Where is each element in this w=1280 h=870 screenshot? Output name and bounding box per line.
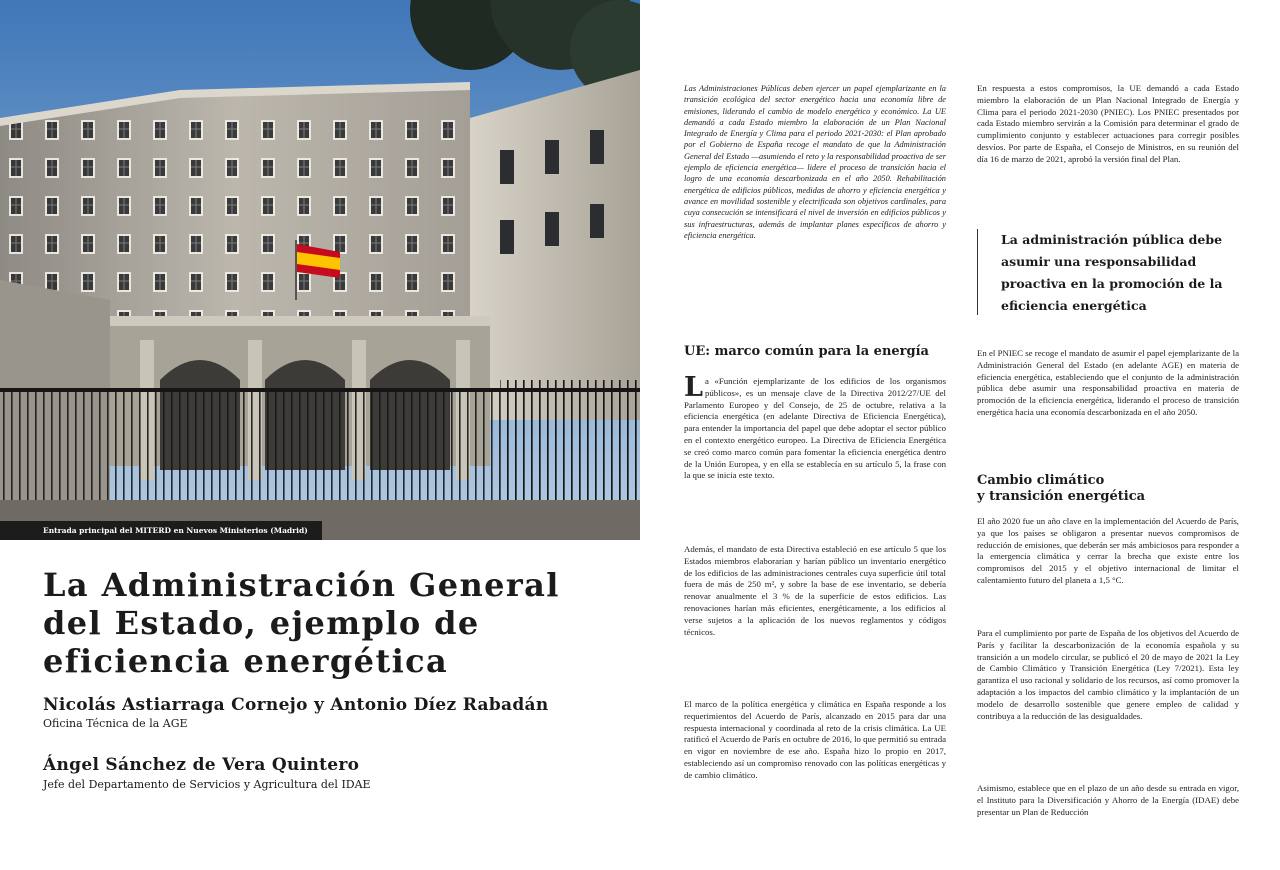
author-affiliation: Jefe del Departamento de Servicios y Agricultura del IDAE	[43, 778, 371, 791]
intro-paragraph: Las Administraciones Públicas deben ejercer un papel ejemplarizante en la transición ecológica del sector energético hacia una economía libre de emisiones, liderando el cambio de modelo energético y económico. La UE demandó a cada Estado miembro la elaboración de un Plan Nacional Integrado de Energía y Clima para el periodo 2021-2030: el Plan aprobado por el Gobierno de España recoge el mandato de que la Administración General del Estado —asumiendo el reto y la responsabilidad proactiva de ser ejemplo de eficiencia energética— lidere el proceso de transición hacia el logro de una economía descarbonizada en el año 2050. Rehabilitación energética de edificios públicos, medidas de ahorro y eficiencia energética y avance en movilidad sostenible y electrificada son objetivos cardinales, para cuya consecución se intensificará el nivel de inversión en edificios públicos y sus infraestructuras, además de implantar planes específicos de ahorro y eficiencia energética.	[684, 84, 946, 240]
body-paragraph: Para el cumplimiento por parte de España de los objetivos del Acuerdo de París y facilitar la descarbonización de la economía española y su transición a un modelo circular, se publicó el 20 de mayo de 2021 la Ley de Cambio Climático y Transición Energética (Ley 7/2021). Esta ley garantiza el uso racional y solidario de los recursos, así como promover la adaptación a los impactos del cambio climático y la implantación de un modelo de desarrollo sostenible que genere empleo de calidad y contribuya a la reducción de las desigualdades.	[977, 628, 1239, 721]
author-affiliation: Oficina Técnica de la AGE	[43, 717, 188, 730]
section-heading-line: Cambio climático	[977, 473, 1105, 488]
building-illustration	[0, 0, 640, 540]
body-paragraph	[684, 372, 946, 482]
section-heading-line: y transición energética	[977, 489, 1146, 504]
author-name: Nicolás Astiarraga Cornejo y Antonio Díez Rabadán	[43, 695, 549, 715]
author-name: Ángel Sánchez de Vera Quintero	[43, 755, 360, 775]
drop-cap: L	[684, 372, 703, 403]
article-title: La Administración General del Estado, ejemplo de eficiencia energética	[43, 566, 560, 680]
pull-quote: La administración pública debe asumir una responsabilidad proactiva en la promoción de la eficiencia energética	[977, 229, 1239, 315]
body-paragraph: En respuesta a estos compromisos, la UE demandó a cada Estado miembro la elaboración de un Plan Nacional Integrado de Energía y Clima para el periodo 2021-2030 (PNIEC). Los PNIEC presentados por cada Estado miembro servirán a la Comisión para determinar el grado de cumplimiento conjunto y establecer actuaciones para corregir posibles desvíos. Por parte de España, el Consejo de Ministros, en su reunión del día 16 de marzo de 2021, aprobó la versión final del Plan.	[977, 83, 1239, 164]
photo-caption: Entrada principal del MITERD en Nuevos Ministerios (Madrid)	[0, 521, 322, 540]
section-heading	[977, 473, 1239, 505]
body-paragraph: Además, el mandato de esta Directiva estableció en ese artículo 5 que los Estados miembros elaborarían y harían público un inventario energético de los edificios de las administraciones centrales cuya superficie útil total fuera de más de 250 m², y sobre la base de ese inventario, se debería renovar anualmente el 3 % de la superficie de estos edificios. Las renovaciones harían más eficientes, energéticamente, a los edificios al verse sujetos a la aplicación de los nuevos reglamentos y códigos técnicos.	[684, 544, 946, 637]
body-paragraph: El año 2020 fue un año clave en la implementación del Acuerdo de París, ya que los países se obligaron a presentar nuevos compromisos de reducción de emisiones, que deberán ser más ambiciosos para responder a la emergencia climática y cerrar la brecha que existe entre los compromisos del 2015 y el objetivo internacional de limitar el calentamiento futuro del planeta a 1,5 °C.	[977, 516, 1239, 585]
paragraph-text: a «Función ejemplarizante de los edificios de los organismos públicos», es un mensaje clave de la Directiva 2012/27/UE del Parlamento Europeo y del Consejo, de 25 de octubre, relativa a la eficiencia energética (en adelante Directiva de Eficiencia Energética), para entender la importancia del papel que debe adoptar el sector público en el contexto energético europeo. La Directiva de Eficiencia Energética se creó como marco común para fomentar la eficiencia energética dentro de la Unión Europea, y en ella se establecía en su artículo 5, la frase con la que se inicia este texto.	[684, 376, 946, 481]
body-paragraph: El marco de la política energética y climática en España responde a los requerimientos del Acuerdo de París, alcanzado en 2015 para dar una respuesta internacional y coordinada al reto de la crisis climática. La UE ratificó el Acuerdo de París en octubre de 2016, lo que permitió su entrada en vigor en noviembre de ese año. España hizo lo propio en 2017, estableciendo así un compromiso renovado con las políticas energéticas y de cambio climático.	[684, 699, 946, 780]
body-paragraph: Asimismo, establece que en el plazo de un año desde su entrada en vigor, el Instituto para la Diversificación y Ahorro de la Energía (IDAE) debe presentar un Plan de Reducción	[977, 783, 1239, 817]
section-heading: UE: marco común para la energía	[684, 344, 929, 359]
building-photo	[0, 0, 640, 540]
body-paragraph: En el PNIEC se recoge el mandato de asumir el papel ejemplarizante de la Administración General del Estado (en adelante AGE) en materia de eficiencia energética, estableciendo que el conjunto de la administración pública debe asumir una responsabilidad proactiva en materia de promoción de la eficiencia energética, liderando el proceso de transición energética hacia una economía descarbonizada en el año 2050.	[977, 348, 1239, 417]
